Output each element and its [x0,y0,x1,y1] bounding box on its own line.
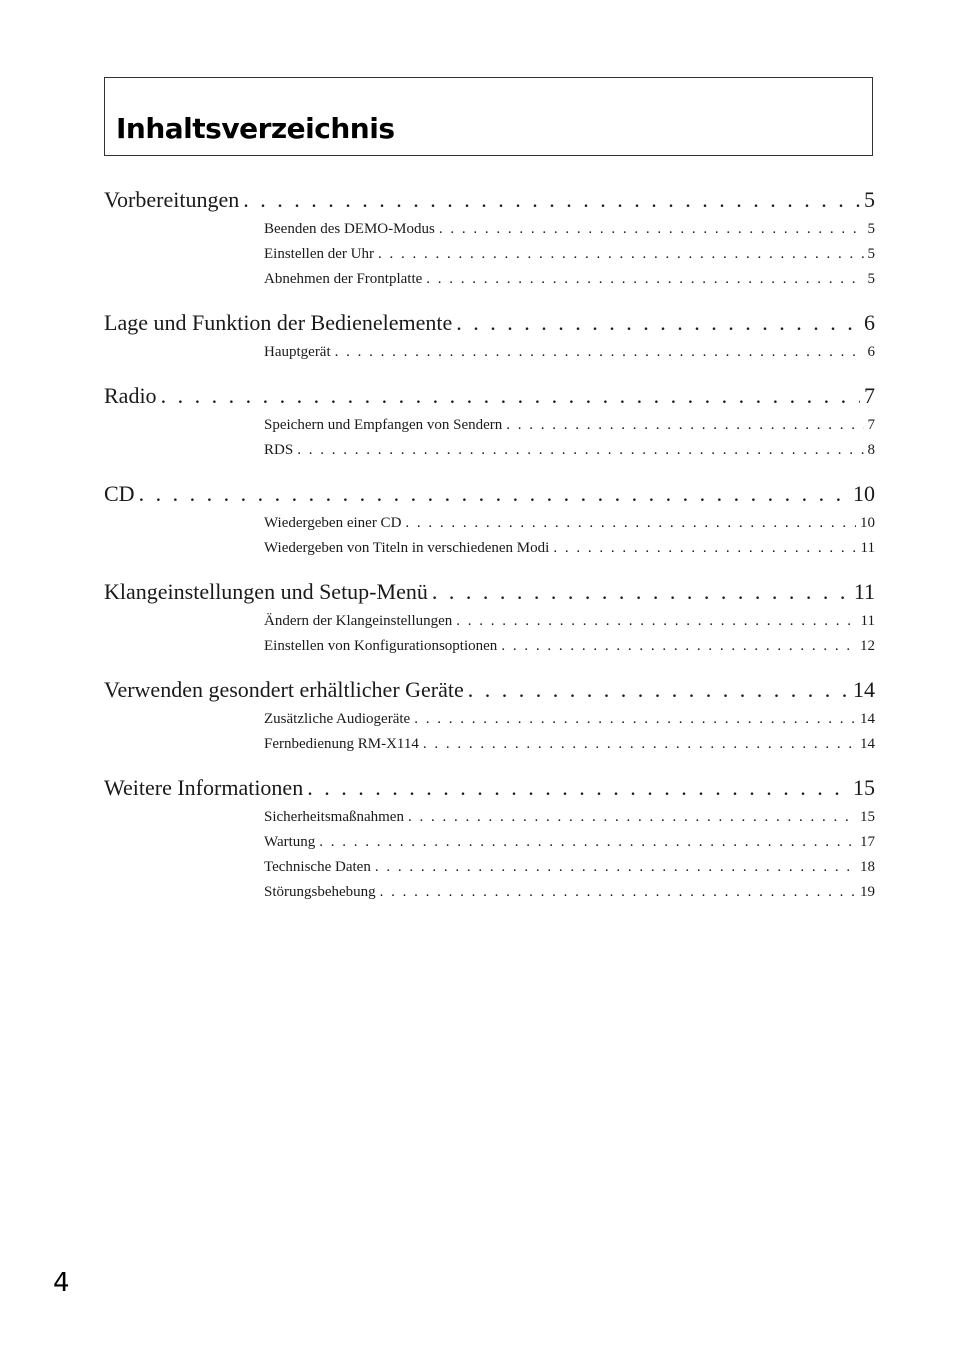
toc-section-link[interactable] [104,183,875,217]
toc-section [104,575,875,659]
toc-section-page: 11 [853,579,875,604]
dot-leader [243,183,860,217]
toc-entry-title: Zusätzliche Audiogeräte [264,711,411,727]
toc-section-title: Klangeinstellungen und Setup-Menü [104,579,428,604]
toc-entry-title: RDS [264,442,294,458]
dot-leader [307,771,849,805]
toc-entry-page: 12 [860,638,875,654]
toc-section-title: CD [104,481,135,506]
toc-entry-title: Einstellen von Konfigurationsoptionen [264,638,498,654]
toc-entry[interactable] [264,830,875,855]
toc-section [104,183,875,292]
toc-entry[interactable] [264,242,875,267]
toc-entry-title: Technische Daten [264,859,371,875]
toc-section [104,771,875,905]
table-of-contents [104,183,875,919]
toc-entry-title: Sicherheitsmaßnahmen [264,809,404,825]
dot-leader [375,855,856,880]
toc-entry[interactable] [264,413,875,438]
toc-entry[interactable] [264,880,875,905]
toc-entry-title: Beenden des DEMO-Modus [264,221,435,237]
toc-entry-page: 14 [860,711,875,727]
toc-section-link[interactable] [104,673,875,707]
toc-section [104,673,875,757]
toc-section-page: 7 [864,383,875,408]
toc-entry[interactable] [264,634,875,659]
toc-section-title: Weitere Informationen [104,775,304,800]
toc-entry-page: 11 [860,540,875,556]
toc-section-title: Lage und Funktion der Bedienelemente [104,310,453,335]
toc-entry-page: 6 [867,344,875,360]
toc-section-title: Radio [104,383,157,408]
dot-leader [335,340,864,365]
toc-entry[interactable] [264,340,875,365]
page-number: 4 [53,1268,70,1298]
dot-leader [439,217,864,242]
toc-section [104,379,875,463]
dot-leader [501,634,856,659]
toc-entry[interactable] [264,217,875,242]
toc-entry[interactable] [264,707,875,732]
toc-entry-title: Ändern der Klangeinstellungen [264,613,453,629]
dot-leader [456,306,860,340]
dot-leader [468,673,849,707]
dot-leader [456,609,856,634]
toc-entry-page: 8 [867,442,875,458]
toc-entry[interactable] [264,267,875,292]
toc-entry-page: 5 [867,246,875,262]
dot-leader [161,379,860,413]
toc-section-title: Verwenden gesondert erhältlicher Geräte [104,677,464,702]
toc-entry[interactable] [264,536,875,561]
dot-leader [297,438,863,463]
toc-section-page: 10 [853,481,875,506]
toc-entry-page: 5 [867,271,875,287]
toc-section [104,306,875,365]
dot-leader [380,880,856,905]
toc-entry[interactable] [264,805,875,830]
toc-entry[interactable] [264,511,875,536]
toc-entry-title: Einstellen der Uhr [264,246,374,262]
toc-entry-page: 11 [860,613,875,629]
dot-leader [553,536,856,561]
toc-entry-title: Wiedergeben von Titeln in verschiedenen Modi [264,540,550,556]
dot-leader [426,267,863,292]
dot-leader [378,242,864,267]
dot-leader [432,575,850,609]
toc-entry-page: 10 [860,515,875,531]
dot-leader [414,707,856,732]
toc-section-link[interactable] [104,575,875,609]
toc-entry-title: Hauptgerät [264,344,331,360]
dot-leader [408,805,856,830]
toc-section-link[interactable] [104,477,875,511]
toc-section-link[interactable] [104,379,875,413]
toc-entry-title: Wartung [264,834,316,850]
toc-section-link[interactable] [104,306,875,340]
toc-entry-title: Fernbedienung RM-X114 [264,736,419,752]
toc-entry-page: 17 [860,834,875,850]
title-box [104,77,873,156]
toc-entry-page: 15 [860,809,875,825]
toc-section-page: 15 [853,775,875,800]
toc-entry-title: Abnehmen der Frontplatte [264,271,423,287]
toc-section-title: Vorbereitungen [104,187,240,212]
toc-section-page: 6 [864,310,875,335]
toc-entry-title: Wiedergeben einer CD [264,515,402,531]
toc-section-page: 14 [853,677,875,702]
toc-entry-page: 7 [867,417,875,433]
toc-section [104,477,875,561]
toc-entry-page: 18 [860,859,875,875]
dot-leader [405,511,856,536]
dot-leader [319,830,856,855]
dot-leader [139,477,849,511]
dot-leader [506,413,863,438]
toc-section-page: 5 [864,187,875,212]
toc-entry[interactable] [264,438,875,463]
page-title: Inhaltsverzeichnis [116,112,395,145]
toc-entry-title: Speichern und Empfangen von Sendern [264,417,503,433]
toc-entry[interactable] [264,609,875,634]
dot-leader [423,732,856,757]
toc-entry[interactable] [264,855,875,880]
toc-section-link[interactable] [104,771,875,805]
toc-entry-title: Störungsbehebung [264,884,376,900]
toc-entry-page: 5 [867,221,875,237]
toc-entry[interactable] [264,732,875,757]
toc-entry-page: 19 [860,884,875,900]
toc-entry-page: 14 [860,736,875,752]
